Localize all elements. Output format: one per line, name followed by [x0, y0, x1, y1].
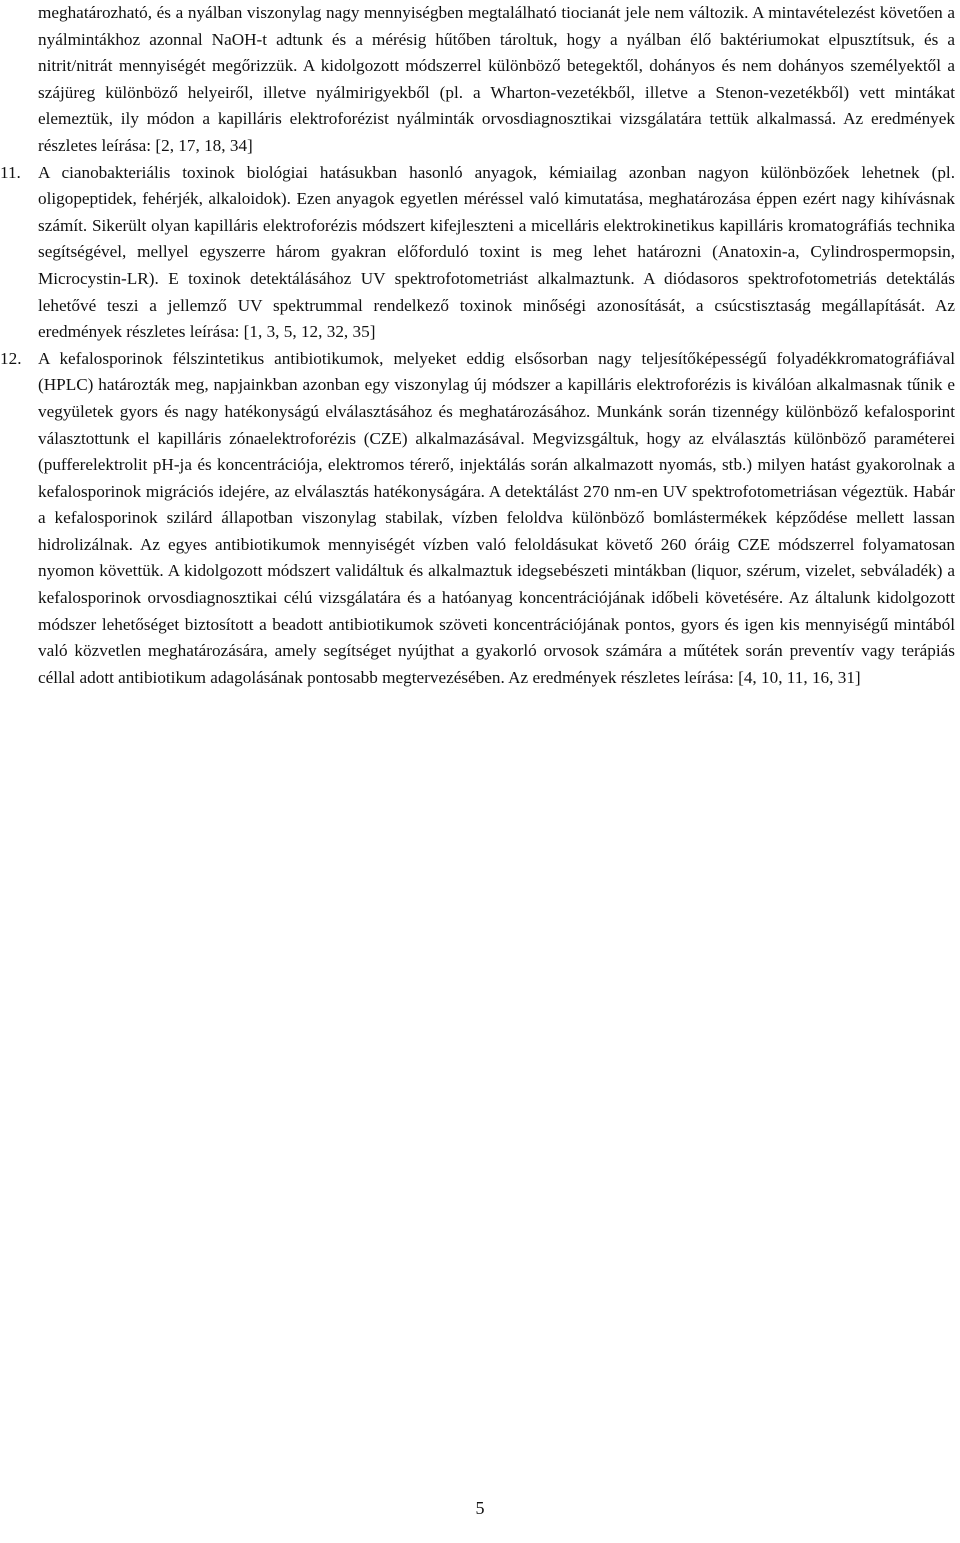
page-number: 5 [475, 1498, 485, 1518]
list-item-11 [0, 160, 955, 346]
continuation-paragraph: meghatározható, és a nyálban viszonylag nagy mennyiségben megtalálható tiocianát jele nem változik. A mintavételezést követően a nyálmintákhoz azonnal NaOH-t adtunk és a mérésig hűtőben tároltuk, hogy a nyálban élő baktériumokat elpusztítsuk, és a nitrit/nitrát mennyiségét megőrizzük. A kidolgozott módszerrel különböző betegektől, dohányos és nem dohányos személyektől a szájüreg különböző helyeiről, illetve nyálmirigyekből (pl. a Wharton-vezetékből, illetve a Stenon-vezetékből) vett mintákat elemeztük, ily módon a kapilláris elektroforézist nyálminták orvosdiagnosztikai vizsgálatára tettük alkalmassá. Az eredmények részletes leírása: [2, 17, 18, 34] [38, 3, 955, 155]
item-text: A kefalosporinok félszintetikus antibiotikumok, melyeket eddig elsősorban nagy teljesítőképességű folyadékkromatográfiával (HPLC) határozták meg, napjainkban azonban egy viszonylag új módszer a kapilláris elektroforézis is kiválóan alkalmasnak tűnik e vegyületek gyors és nagy hatékonyságú elválasztásához és meghatározásához. Munkánk során tizennégy különböző kefalosporint választottunk el kapilláris zónaelektroforézis (CZE) alkalmazásával. Megvizsgáltuk, hogy az elválasztás különböző paraméterei (pufferelektrolit pH-ja és koncentrációja, elektromos térerő, injektálás során alkalmazott nyomás, stb.) milyen hatást gyakorolnak a kefalosporinok migrációs idejére, az elválasztás hatékonyságára. A detektálást 270 nm-en UV spektrofotometriásan végeztük. Habár a kefalosporinok szilárd állapotban viszonylag stabilak, vízben feloldva különböző bomlástermékek képződése mellett lassan hidrolizálnak. Az egyes antibiotikumok mennyiségét vízben való feloldásukat követő 260 óráig CZE módszerrel folyamatosan nyomon követtük. A kidolgozott módszert validáltuk és alkalmaztuk idegsebészeti mintákban (liquor, szérum, vizelet, sebváladék) a kefalosporinok orvosdiagnosztikai célú vizsgálatára és a hatóanyag koncentrációjának időbeli követésére. Az általunk kidolgozott módszer lehetőséget biztosított a beadott antibiotikumok szöveti koncentrációjának pontos, gyors és igen kis mennyiségű mintából való közvetlen meghatározására, amely segítséget nyújthat a gyakorló orvosok számára a műtétek során preventív vagy terápiás céllal adott antibiotikum adagolásának pontosabb megtervezésében. Az eredmények részletes leírása: [4, 10, 11, 16, 31] [38, 348, 955, 687]
item-number: 12. [0, 348, 22, 368]
item-number: 11. [0, 162, 21, 182]
item-text: A cianobakteriális toxinok biológiai hatásukban hasonló anyagok, kémiailag azonban nagyon különbözőek lehetnek (pl. oligopeptidek, fehérjék, alkaloidok). Ezen anyagok egyetlen méréssel való kimutatása, meghatározása éppen ezért nagy kihívásnak számít. Sikerült olyan kapilláris elektroforézis módszert kifejleszteni a micelláris elektrokinetikus kapilláris kromatográfiás technika segítségével, mellyel egyszerre három gyakran előforduló toxint is meg lehet határozni (Anatoxin-a, Cylindrospermopsin, Microcystin-LR). E toxinok detektálásához UV spektrofotometriást alkalmaztunk. A diódasoros spektrofotometriás detektálás lehetővé teszi a jellemző UV spektrummal rendelkező toxinok minőségi azonosítását, a csúcstisztaság megállapítását. Az eredmények részletes leírása: [1, 3, 5, 12, 32, 35] [38, 162, 955, 342]
document-page [0, 0, 955, 691]
list-item-12 [0, 346, 955, 692]
